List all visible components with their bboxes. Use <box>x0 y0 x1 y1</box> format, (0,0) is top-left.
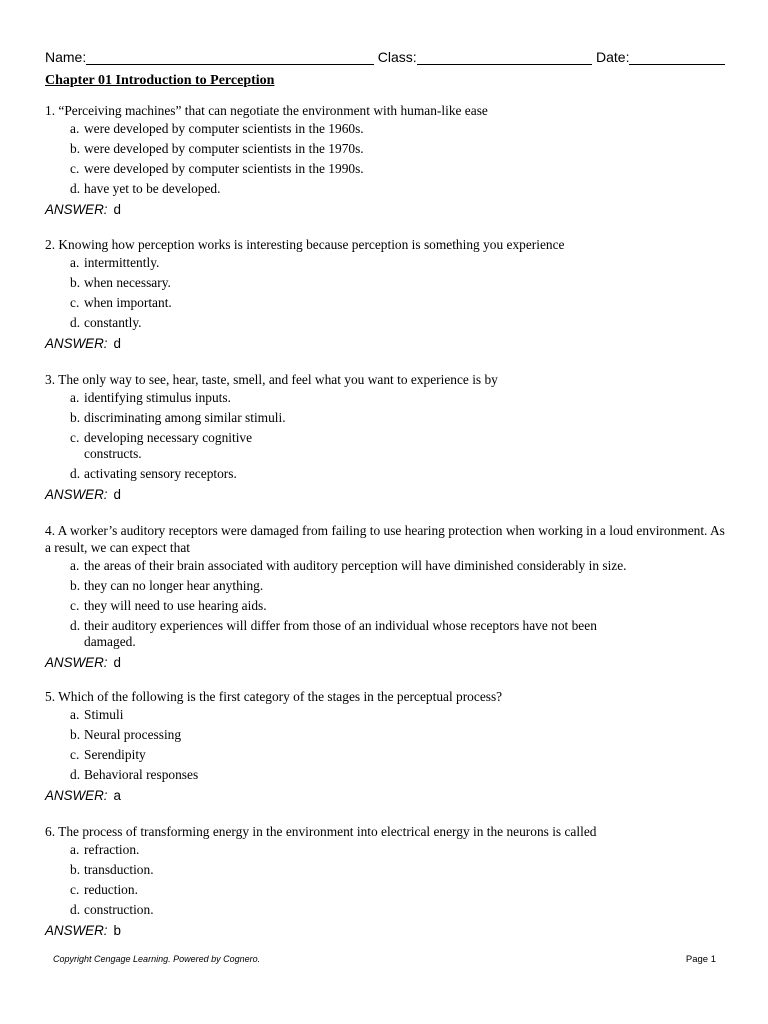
date-label: Date: <box>596 49 630 65</box>
answer-value: d <box>113 655 121 670</box>
question-stem: 3. The only way to see, hear, taste, smell, and feel what you want to experience is by <box>45 372 498 387</box>
option-b: b. discriminating among similar stimuli. <box>70 410 286 425</box>
option-c: c. when important. <box>70 295 172 310</box>
chapter-title: Chapter 01 Introduction to Perception <box>45 73 275 88</box>
question-stem: 6. The process of transforming energy in the environment into electrical energy in the neurons is called <box>45 824 597 839</box>
answer-label: ANSWER: <box>45 655 108 670</box>
option-c: c. reduction. <box>70 882 138 897</box>
answer-label: ANSWER: <box>45 336 108 351</box>
options-list <box>45 255 730 331</box>
answer-label: ANSWER: <box>45 487 108 502</box>
answer-label: ANSWER: <box>45 202 108 217</box>
answer-line <box>45 787 730 804</box>
option-d: d. have yet to be developed. <box>70 181 221 196</box>
question-1 <box>45 102 730 218</box>
question-stem: 1. “Perceiving machines” that can negotiate the environment with human-like ease <box>45 103 488 118</box>
options-list <box>45 390 730 482</box>
answer-line <box>45 654 730 671</box>
date-field-line <box>629 48 725 65</box>
option-c: c. Serendipity <box>70 747 146 762</box>
option-a: a. refraction. <box>70 842 140 857</box>
answer-line <box>45 486 730 503</box>
answer-line <box>45 335 730 352</box>
options-list <box>45 842 730 918</box>
answer-line <box>45 201 730 218</box>
question-4 <box>45 522 730 671</box>
answer-label: ANSWER: <box>45 788 108 803</box>
option-b: b. when necessary. <box>70 275 171 290</box>
answer-value: d <box>113 487 121 502</box>
question-stem: 2. Knowing how perception works is interesting because perception is something you experience <box>45 237 565 252</box>
option-d: d. activating sensory receptors. <box>70 466 237 481</box>
option-c: c. were developed by computer scientists in the 1990s. <box>70 161 364 176</box>
answer-value: d <box>113 202 121 217</box>
option-a: a. identifying stimulus inputs. <box>70 390 231 405</box>
option-d: d. their auditory experiences will differ from those of an individual whose receptors have not been damaged. <box>70 618 597 649</box>
answer-line <box>45 922 730 939</box>
option-c: c. they will need to use hearing aids. <box>70 598 267 613</box>
option-c: c. developing necessary cognitive constructs. <box>70 430 253 461</box>
options-list <box>45 558 730 650</box>
name-label: Name: <box>45 49 87 65</box>
option-a: a. the areas of their brain associated with auditory perception will have diminished considerably in size. <box>70 558 627 573</box>
option-b: b. were developed by computer scientists in the 1970s. <box>70 141 364 156</box>
options-list <box>45 121 730 197</box>
answer-value: b <box>113 923 121 938</box>
student-info-header <box>45 45 725 65</box>
answer-value: d <box>113 336 121 351</box>
option-b: b. Neural processing <box>70 727 182 742</box>
answer-label: ANSWER: <box>45 923 108 938</box>
option-d: d. construction. <box>70 902 154 917</box>
question-stem: 5. Which of the following is the first category of the stages in the perceptual process? <box>45 689 503 704</box>
answer-value: a <box>113 788 121 803</box>
question-3 <box>45 371 730 503</box>
class-field-line <box>417 48 592 65</box>
option-a: a. Stimuli <box>70 707 124 722</box>
options-list <box>45 707 730 783</box>
option-d: d. Behavioral responses <box>70 767 199 782</box>
question-stem: 4. A worker’s auditory receptors were damaged from failing to use hearing protection when working in a loud environment. As a result, we can expect that <box>45 523 725 555</box>
question-2 <box>45 236 730 352</box>
option-a: a. intermittently. <box>70 255 160 270</box>
copyright-notice: Copyright Cengage Learning. Powered by Cognero. <box>53 954 261 964</box>
option-d: d. constantly. <box>70 315 142 330</box>
option-b: b. they can no longer hear anything. <box>70 578 264 593</box>
question-5 <box>45 688 730 804</box>
class-label: Class: <box>377 49 417 65</box>
option-b: b. transduction. <box>70 862 154 877</box>
name-field-line <box>86 48 374 65</box>
question-6 <box>45 823 730 939</box>
page-number: Page 1 <box>685 954 716 965</box>
option-a: a. were developed by computer scientists in the 1960s. <box>70 121 364 136</box>
